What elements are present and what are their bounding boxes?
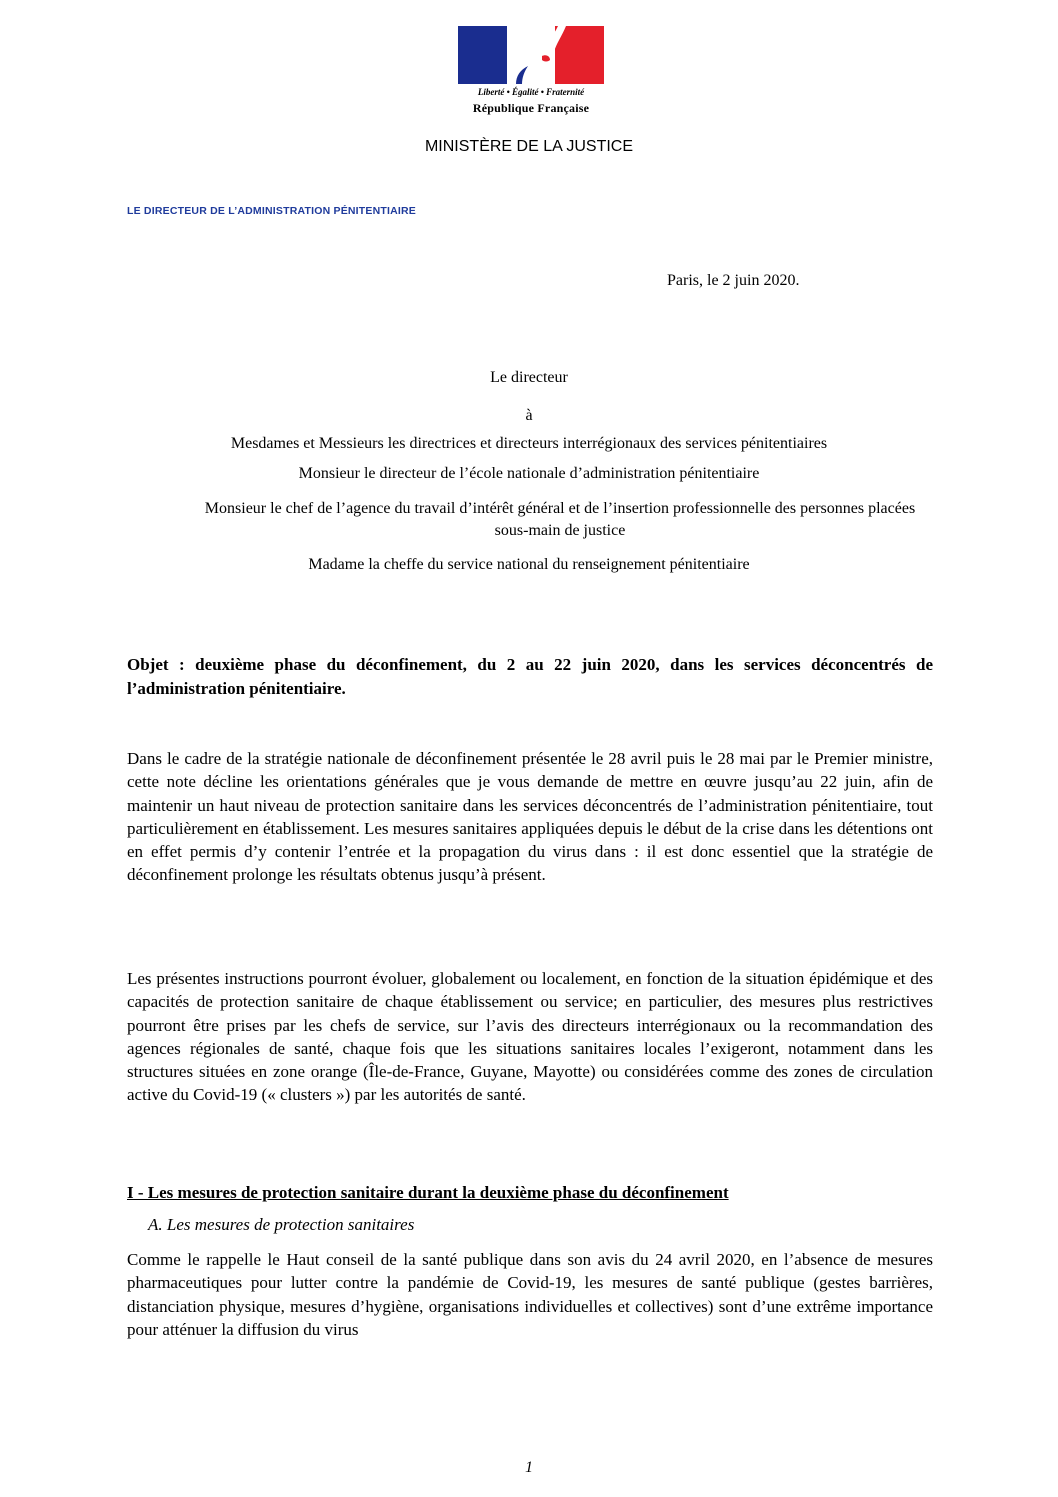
office-heading: LE DIRECTEUR DE L’ADMINISTRATION PÉNITENTIAIRE — [127, 205, 417, 217]
recipient-2: Monsieur le directeur de l’école nationale d’administration pénitentiaire — [298, 465, 760, 482]
republic-motto: Liberté • Égalité • Fraternité — [477, 87, 585, 97]
section-title: I - Les mesures de protection sanitaire durant la deuxième phase du déconfinement — [127, 1183, 729, 1202]
page-number: 1 — [525, 1459, 533, 1476]
recipient-4: Madame la cheffe du service national du renseignement pénitentiaire — [308, 556, 750, 573]
object-line: Objet : deuxième phase du déconfinement, du 2 au 22 juin 2020, dans les services déconcentrés de l’administration pénitentiaire. — [127, 655, 933, 698]
ministry-name: MINISTÈRE DE LA JUSTICE — [424, 138, 634, 155]
flag-marianne-emblem — [458, 26, 604, 84]
paragraph-2: Les présentes instructions pourront évoluer, globalement ou localement, en fonction de la situation épidémique et des capacités de protection sanitaire de chaque établissement ou service; en particulier, des mesures plus restrictives pourront être prises par les chefs de service, sur l’avis des directeurs interrégionaux ou la recommandation des agences régionales de santé, chaque fois que les situations sanitaires locales l’exigeront, notamment dans les structures situées en zone orange (Île-de-France, Guyane, Mayotte) ou considérées comme des zones de circulation active du Covid-19 (« clusters ») par les autorités de santé. — [127, 969, 933, 1105]
recipient-3: Monsieur le chef de l’agence du travail d’intérêt général et de l’insertion professionnelle des personnes placées sous-main de justice — [204, 500, 916, 539]
marianne-profile-icon — [458, 26, 604, 84]
to-line: à — [525, 407, 533, 424]
paragraph-1: Dans le cadre de la stratégie nationale de déconfinement présentée le 28 avril puis le 28 mai par le Premier ministre, cette note décline les orientations générales que je vous demande de mettre en œuvre jusqu’au 22 juin, afin de maintenir un haut niveau de protection sanitaire dans les services déconcentrés de l’administration pénitentiaire, tout particulièrement en établissement. Les mesures sanitaires appliquées depuis le début de la crise dans les détentions ont en effet permis d’y contenir l’entrée et la propagation du virus dans : il est donc essentiel que la stratégie de déconfinement prolonge les résultats obtenus jusqu’à présent. — [127, 749, 933, 885]
sender-line: Le directeur — [490, 369, 568, 386]
subsection-title: A. Les mesures de protection sanitaires — [148, 1215, 415, 1234]
paragraph-3: Comme le rappelle le Haut conseil de la santé publique dans son avis du 24 avril 2020, en l’absence de mesures pharmaceutiques pour lutter contre la pandémie de Covid-19, les mesures de santé publique (gestes barrières, distanciation physique, mesures d’hygiène, organisations individuelles et collectives) sont d’une extrême importance pour atténuer la diffusion du virus — [127, 1250, 933, 1339]
date-line: Paris, le 2 juin 2020. — [667, 272, 800, 289]
recipient-1: Mesdames et Messieurs les directrices et directeurs interrégionaux des services pénitentiaires — [230, 435, 828, 452]
republique-francaise-logo — [454, 26, 608, 120]
republic-name: République Française — [472, 101, 590, 115]
